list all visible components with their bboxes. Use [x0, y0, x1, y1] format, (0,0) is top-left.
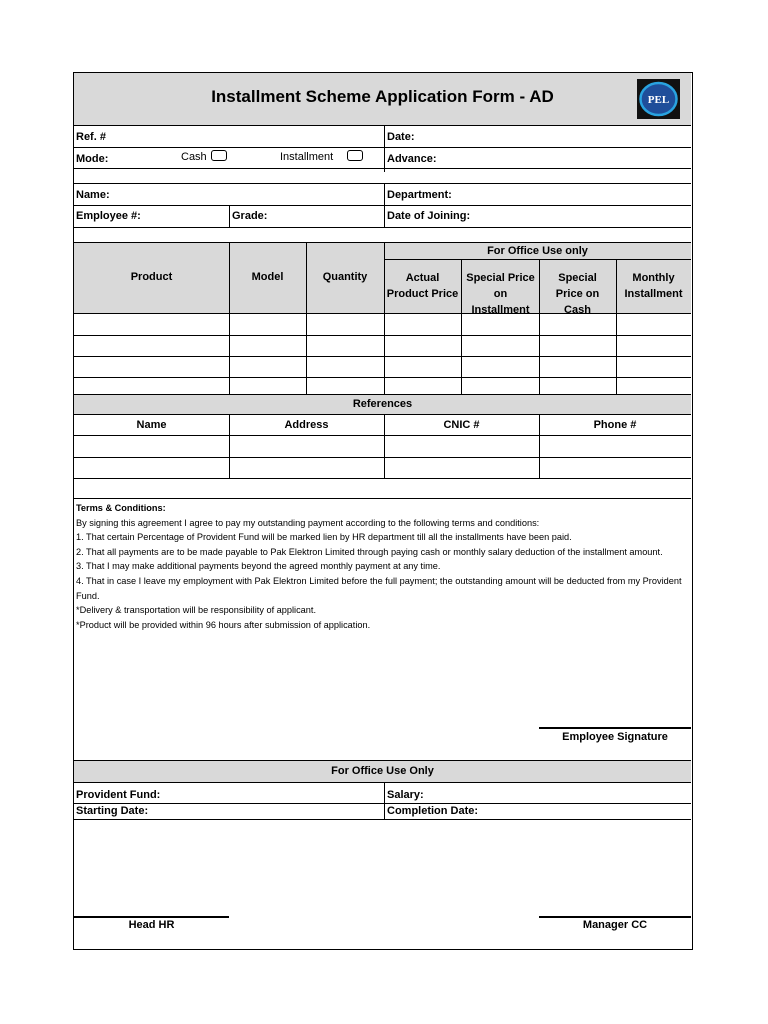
completion-date-label: Completion Date: [387, 805, 479, 817]
date-of-joining-label: Date of Joining: [387, 210, 471, 222]
head-hr-signature-line [74, 916, 229, 918]
ref-col-address: Address [284, 419, 329, 431]
grade-label: Grade: [232, 210, 268, 222]
pel-logo [637, 79, 680, 119]
terms-note-product: *Product will be provided within 96 hours after submission of application. [76, 619, 371, 630]
col-model: Model [251, 271, 284, 283]
terms-note-delivery: *Delivery & transportation will be responsibility of applicant. [76, 605, 317, 616]
office-use-heading: For Office Use only [487, 245, 588, 257]
installment-option-label: Installment [280, 151, 334, 163]
mode-label: Mode: [76, 153, 109, 165]
ref-col-name: Name [136, 419, 167, 431]
cash-option-label: Cash [181, 151, 207, 163]
provident-fund-label: Provident Fund: [76, 789, 161, 801]
employee-signature-line [539, 727, 691, 729]
col-product: Product [130, 271, 173, 283]
salary-label: Salary: [387, 789, 424, 801]
col-special-price-installment: Special Price on Installment [466, 272, 535, 316]
installment-checkbox[interactable] [347, 150, 363, 161]
col-monthly-installment: Monthly Installment [624, 272, 683, 300]
col-quantity: Quantity [322, 271, 368, 283]
ref-col-cnic: CNIC # [443, 419, 480, 431]
ref-col-phone: Phone # [593, 419, 637, 431]
col-actual-price: Actual Product Price [386, 272, 459, 300]
starting-date-label: Starting Date: [76, 805, 149, 817]
terms-and-conditions [76, 501, 688, 632]
advance-label: Advance: [387, 153, 437, 165]
office-use-title: For Office Use Only [331, 765, 434, 777]
department-label: Department: [387, 189, 452, 201]
ref-label: Ref. # [76, 131, 106, 143]
terms-intro: By signing this agreement I agree to pay my outstanding payment according to the following terms and conditions: [76, 517, 540, 528]
references-title: References [352, 398, 413, 410]
logo-text: PEL [647, 94, 670, 106]
head-hr-label: Head HR [128, 919, 175, 931]
terms-item-2: 2. That all payments are to be made payable to Pak Elektron Limited through paying cash or monthly salary deduction of the installment amount. [76, 546, 663, 557]
employee-number-label: Employee #: [76, 210, 141, 222]
application-form [73, 72, 693, 950]
employee-signature-label: Employee Signature [562, 731, 668, 743]
terms-title: Terms & Conditions: [76, 503, 166, 513]
col-special-price-cash: Special Price on Cash [555, 272, 600, 316]
form-title: Installment Scheme Application Form - AD [211, 87, 554, 106]
manager-cc-signature-line [539, 916, 691, 918]
pel-logo-icon [637, 79, 680, 119]
name-label: Name: [76, 189, 110, 201]
terms-item-3: 3. That I may make additional payments beyond the agreed monthly payment at any time. [76, 561, 441, 572]
date-label: Date: [387, 131, 415, 143]
cash-checkbox[interactable] [211, 150, 227, 161]
manager-cc-label: Manager CC [582, 919, 648, 931]
terms-item-1: 1. That certain Percentage of Provident Fund will be marked lien by HR department till all the installments have been paid. [76, 532, 572, 543]
terms-item-4: 4. That in case I leave my employment with Pak Elektron Limited before the full payment; the outstanding amount will be deducted from my Provident Fund. [76, 575, 682, 601]
